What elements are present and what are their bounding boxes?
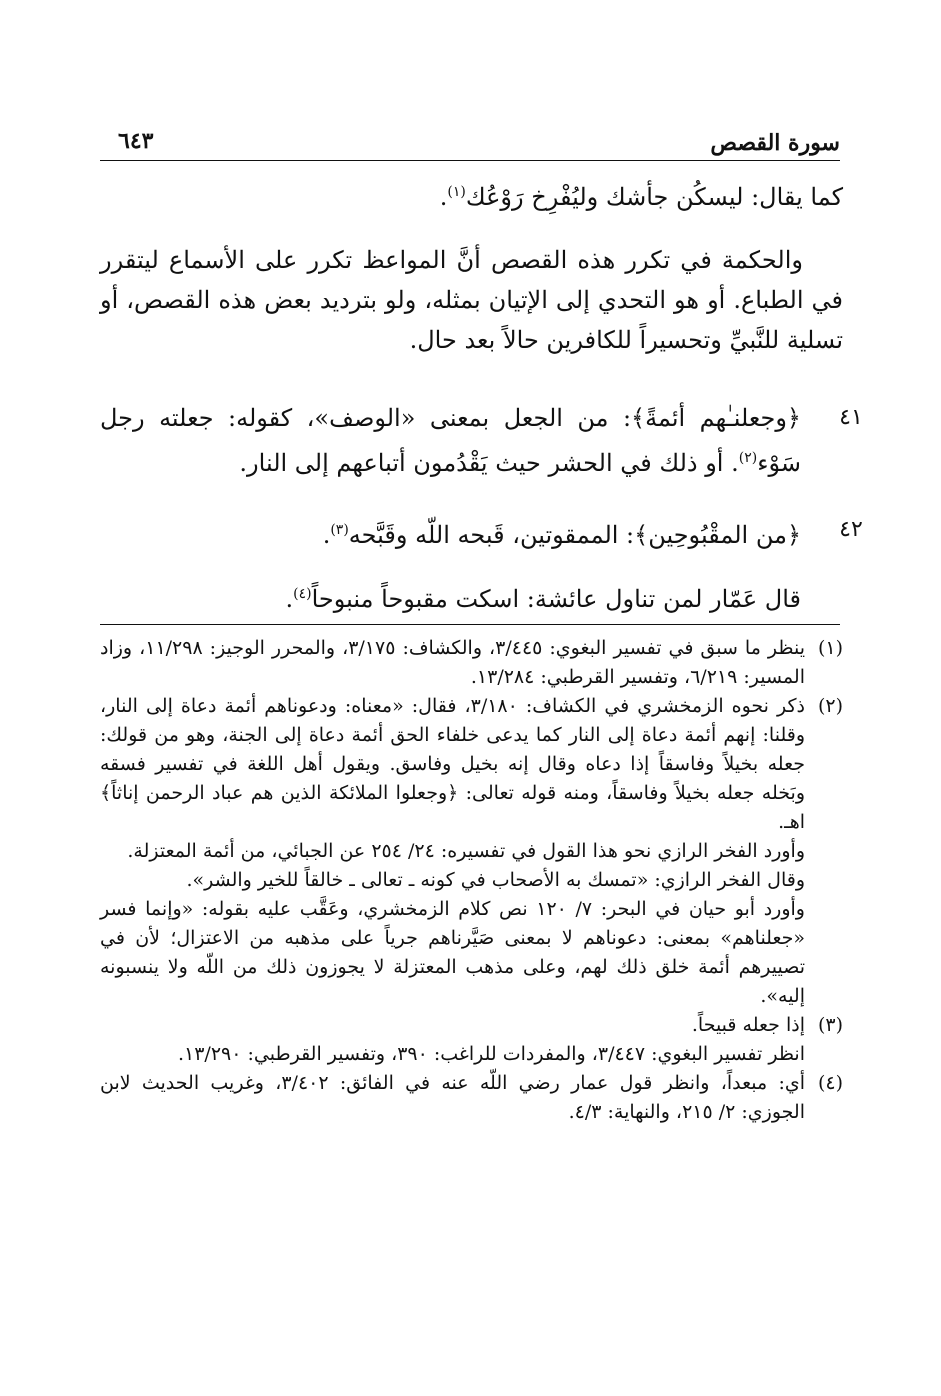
surah-title: سورة القصص: [710, 130, 840, 156]
running-header: [100, 120, 840, 161]
opening-line: كما يقال: ليسكُن جأشك وليُفْرِخ رَوْعُك$^{(١)}$.: [439, 183, 843, 211]
footnote-number: (٢): [817, 695, 843, 717]
footnote-text: وأورد أبو حيان في البحر: ٧/ ١٢٠ نص كلام الزمخشري، وعَقَّب عليه بقوله: «وإنما فسر «جعلناهم» بمعنى: دعوناهم لا بمعنى صَيَّرناهم جرياً على مذهبه من الاعتزال؛ لأن في تصييرهم أئمة خلق ذلك لهم، وعلى مذهب المعتزلة لا يجوزون ذلك من اللّه ولا ينسبونه إليه».: [100, 898, 805, 1007]
footnote-text: وأورد الفخر الرازي نحو هذا القول في تفسيره: ٢٤/ ٢٥٤ عن الجبائي، من أئمة المعتزلة.: [127, 840, 805, 862]
footnote-text: إذا جعله قبيحاً.: [691, 1014, 805, 1036]
verse-gloss: ﴿وجعلنـٰهم أئمةً﴾: من الجعل بمعنى «الوصف»، كقوله: جعلته رجل سَوْء: [100, 404, 801, 477]
page-number: ٦٤٣: [118, 128, 154, 154]
verse-gloss-cont: . أو ذلك في الحشر حيث يَقْدُمون أتباعهم إلى النار.: [239, 449, 739, 477]
closing-text-end: .: [285, 585, 294, 613]
verse-gloss: ﴿من المقْبُوحِين﴾: الممقوتين، قَبحه اللّه وقَبَّحه: [348, 521, 801, 549]
footnote-text: انظر تفسير البغوي: ٣/٤٤٧، والمفردات للراغب: ٣٩٠، وتفسير القرطبي: ١٣/٢٩٠.: [177, 1043, 805, 1065]
footnote-number: (٤): [817, 1072, 843, 1094]
footnote-ref: (٣): [330, 522, 349, 538]
footnote-ref: (٢): [738, 450, 758, 466]
verse-number: ٤٢: [839, 517, 863, 542]
verse-number: ٤١: [839, 405, 863, 430]
footnote-3: [100, 1011, 843, 1069]
footnote-2: [100, 692, 843, 1011]
verse-gloss-cont: .: [322, 521, 331, 549]
verse-text: [100, 510, 801, 555]
footnote-text: أي: مبعداً، وانظر قول عمار رضي اللّه عنه في الفائق: ٣/٤٠٢، وغريب الحديث لابن الجوزي: ٢/ ٢١٥، والنهاية: ٤/٣.: [100, 1072, 805, 1123]
footnote-text: ذكر نحوه الزمخشري في الكشاف: ٣/١٨٠، فقال: «معناه: ودعوناهم أئمة دعاة إلى النار، وقلنا: إنهم أئمة دعاة إلى النار كما يدعى خلفاء الحق أئمة دعاة إلى الجنة، وهو من قولك: جعله بخيلاً وفاسقاً إذا دعاه وقال إنه بخيل وفاسق. ويقول أهل اللغة في تفسير فسقه وبَخله جعله بخيلاً وفاسقاً، ومنه قوله تعالى: ﴿وجعلوا الملائكة الذين هم عباد الرحمن إناثاً﴾ اهـ.: [100, 695, 805, 833]
footnote-text: ينظر ما سبق في تفسير البغوي: ٣/٤٤٥، والكشاف: ٣/١٧٥، والمحرر الوجيز: ١١/٢٩٨، وزاد المسير: ٦/٢١٩، وتفسير القرطبي: ١٣/٢٨٤.: [100, 637, 805, 688]
closing-text: قال عَمّار لمن تناول عائشة: اسكت مقبوحاً منبوحاً: [311, 585, 801, 613]
footnote-text: وقال الفخر الرازي: «تمسك به الأصحاب في كونه ـ تعالى ـ خالقاً للخير والشر».: [186, 869, 805, 891]
footnote-1: [100, 634, 843, 692]
footnotes: [100, 634, 843, 1127]
closing-line: [100, 574, 801, 619]
footnote-4: [100, 1069, 843, 1127]
opening-text: كما يقال: ليسكُن جأشك وليُفْرِخ رَوْعُك: [465, 183, 843, 211]
main-paragraph: والحكمة في تكرر هذه القصص أنَّ المواعظ تكرر على الأسماع ليتقرر في الطباع. أو هو التحدي إلى الإتيان بمثله، ولو بترديد بعض هذه القصص، أو تسلية للنَّبيِّ وتحسيراً للكافرين حالاً بعد حال.: [100, 246, 843, 354]
footnote-ref: (٤): [293, 586, 312, 602]
footnote-number: (١): [817, 637, 843, 659]
verse-text: [100, 398, 801, 483]
footnote-number: (٣): [817, 1014, 843, 1036]
footnote-separator: [100, 624, 840, 625]
footnote-ref: (١): [447, 184, 466, 200]
